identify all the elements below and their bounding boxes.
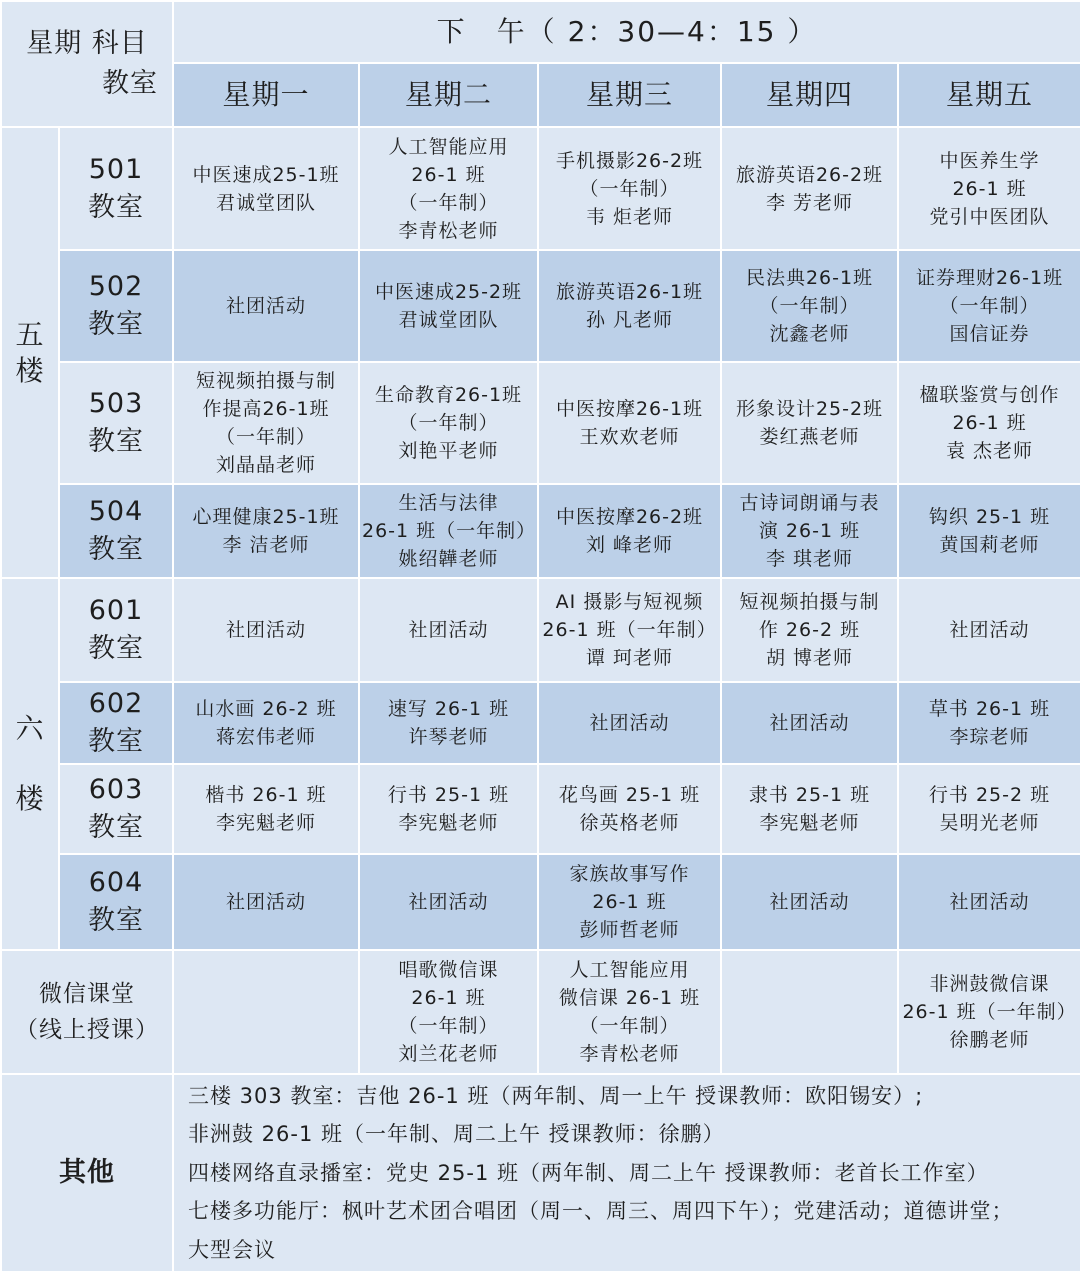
room-word: 教室 — [88, 309, 144, 340]
cell-line: 社团活动 — [769, 712, 850, 734]
cell-line: 孙 凡老师 — [585, 309, 674, 331]
cell-line: 徐鹏老师 — [949, 1029, 1030, 1051]
cell-line: 中医养生学 — [939, 149, 1040, 172]
room-number: 503 — [88, 388, 144, 419]
cell-line: 形象设计25-2班 — [735, 398, 884, 420]
cell-line: 古诗词朗诵与表 — [739, 492, 880, 514]
schedule-cell — [359, 250, 538, 362]
cell-line: 谭 珂老师 — [585, 647, 674, 669]
cell-line: 人工智能应用 — [569, 959, 690, 981]
cell-line: （一年制） — [939, 295, 1040, 317]
cell-line: 娄红燕老师 — [759, 426, 860, 448]
room-label — [59, 127, 173, 250]
other-row — [1, 1074, 1080, 1272]
cell-line: （一年制） — [759, 295, 860, 317]
schedule-cell — [538, 682, 721, 764]
schedule-cell — [359, 127, 538, 250]
schedule-cell — [898, 127, 1080, 250]
cell-line: 楼 — [15, 353, 45, 387]
cell-line: 刘艳平老师 — [398, 440, 499, 462]
cell-line: 家族故事写作 — [569, 863, 690, 885]
day-header-1: 星期一 — [173, 63, 359, 127]
room-number: 604 — [88, 867, 144, 898]
cell-line: 行书 25-1 班 — [387, 784, 510, 806]
corner-header — [1, 1, 173, 127]
schedule-cell — [898, 484, 1080, 578]
cell-line: 社团活动 — [225, 891, 306, 913]
cell-line: 楷书 26-1 班 — [205, 784, 327, 806]
corner-header-line1: 星期 科目 — [26, 28, 148, 59]
cell-line: 短视频拍摄与制 — [195, 370, 336, 392]
schedule-cell — [359, 578, 538, 682]
corner-header-line2: 教室 — [102, 68, 158, 99]
other-note-line: 七楼多功能厅：枫叶艺术团合唱团（周一、周三、周四下午）；党建活动；道德讲堂； — [188, 1199, 1014, 1224]
cell-line: 君诚堂团队 — [215, 191, 316, 214]
room-number: 603 — [88, 774, 144, 805]
schedule-cell — [538, 127, 721, 250]
cell-line: 胡 博老师 — [765, 647, 854, 669]
cell-line: 许琴老师 — [408, 726, 489, 748]
cell-line: 李青松老师 — [398, 219, 499, 242]
cell-line: 刘晶晶老师 — [215, 454, 316, 476]
cell-line: 隶书 25-1 班 — [748, 784, 871, 806]
room-label — [59, 250, 173, 362]
room-label — [59, 362, 173, 484]
other-notes — [173, 1074, 1080, 1272]
schedule-cell — [721, 854, 898, 950]
room-word: 教室 — [88, 534, 144, 565]
cell-line: 非洲鼓微信课 — [929, 973, 1050, 995]
cell-line: 楼 — [15, 782, 45, 815]
cell-line: 中医按摩26-2班 — [555, 506, 704, 528]
cell-line: 草书 26-1 班 — [928, 698, 1051, 720]
cell-line: 社团活动 — [949, 891, 1030, 913]
schedule-cell — [721, 127, 898, 250]
schedule-cell — [721, 362, 898, 484]
cell-line: 行书 25-2 班 — [928, 784, 1051, 806]
wechat-cell — [173, 950, 359, 1074]
cell-line: 花鸟画 25-1 班 — [558, 784, 701, 806]
room-word: 教室 — [88, 726, 144, 757]
cell-line: 26-1 班 — [411, 163, 486, 186]
schedule-cell — [898, 764, 1080, 854]
cell-line: 26-1 班 — [952, 177, 1027, 200]
room-number: 501 — [88, 153, 144, 185]
schedule-cell — [173, 682, 359, 764]
cell-line: 刘兰花老师 — [398, 1043, 499, 1065]
cell-line: 演 26-1 班 — [758, 520, 861, 542]
cell-line: 吴明光老师 — [939, 812, 1040, 834]
cell-line: 证券理财26-1班 — [915, 267, 1064, 289]
cell-line: 黄国莉老师 — [939, 534, 1040, 556]
room-number: 601 — [88, 595, 144, 626]
cell-line: 徐英格老师 — [579, 812, 680, 834]
cell-line: 微信课堂 — [39, 981, 135, 1007]
cell-line: 26-1 班 — [411, 987, 486, 1009]
cell-line: 六 — [15, 712, 45, 745]
table-row — [1, 764, 1080, 854]
table-row — [1, 854, 1080, 950]
cell-line: 君诚堂团队 — [398, 309, 499, 331]
cell-line: （一年制） — [398, 412, 499, 434]
schedule-cell — [359, 764, 538, 854]
table-row — [1, 578, 1080, 682]
time-title: 下 午（ 2：30—4：15 ） — [173, 1, 1080, 63]
cell-line: 社团活动 — [225, 619, 306, 641]
schedule-cell — [898, 250, 1080, 362]
cell-line: 民法典26-1班 — [745, 267, 874, 289]
room-word: 教室 — [88, 191, 144, 223]
schedule-cell — [721, 682, 898, 764]
cell-line: 刘 峰老师 — [585, 534, 674, 556]
cell-line: 作提高26-1班 — [202, 398, 330, 420]
table-row — [1, 682, 1080, 764]
room-label — [59, 578, 173, 682]
cell-line: 社团活动 — [769, 891, 850, 913]
cell-line: 中医按摩26-1班 — [555, 398, 704, 420]
cell-line: 韦 炬老师 — [585, 205, 674, 228]
cell-line: 楹联鉴赏与创作 — [919, 384, 1060, 406]
cell-line: 彭师哲老师 — [579, 919, 680, 941]
schedule-cell — [538, 854, 721, 950]
wechat-row — [1, 950, 1080, 1074]
other-note-line: 四楼网络直录播室：党史 25-1 班（两年制、周二上午 授课教师：老首长工作室） — [188, 1160, 989, 1185]
schedule-cell — [538, 484, 721, 578]
cell-line: 国信证券 — [949, 323, 1030, 345]
schedule-cell — [721, 250, 898, 362]
room-number: 602 — [88, 688, 144, 719]
cell-line: 李 洁老师 — [222, 534, 310, 556]
room-number: 504 — [88, 496, 144, 527]
cell-line: 生活与法律 — [398, 492, 499, 514]
cell-line: 手机摄影26-2班 — [555, 149, 704, 172]
cell-line: 姚绍韡老师 — [398, 548, 499, 570]
wechat-cell — [538, 950, 721, 1074]
cell-line: 旅游英语26-1班 — [555, 281, 704, 303]
schedule-cell — [173, 764, 359, 854]
wechat-cell — [359, 950, 538, 1074]
room-label — [59, 764, 173, 854]
cell-line: 袁 杰老师 — [946, 440, 1034, 462]
cell-line: （一年制） — [398, 1015, 499, 1037]
cell-line: 沈鑫老师 — [769, 323, 850, 345]
schedule-cell — [538, 362, 721, 484]
cell-line: 李 芳老师 — [765, 191, 854, 214]
cell-line: 蒋宏伟老师 — [215, 726, 316, 748]
room-label — [59, 682, 173, 764]
room-word: 教室 — [88, 812, 144, 843]
cell-line: 山水画 26-2 班 — [195, 698, 337, 720]
wechat-cell — [721, 950, 898, 1074]
cell-line: 社团活动 — [225, 295, 306, 317]
cell-line: 李 琪老师 — [765, 548, 854, 570]
room-label — [59, 484, 173, 578]
schedule-cell — [898, 578, 1080, 682]
cell-line: 李宪魁老师 — [759, 812, 860, 834]
schedule-cell — [721, 764, 898, 854]
cell-line: 五 — [15, 317, 45, 351]
room-number: 502 — [88, 271, 144, 302]
schedule-cell — [173, 484, 359, 578]
table-row — [1, 250, 1080, 362]
schedule-cell — [538, 250, 721, 362]
wechat-cell — [898, 950, 1080, 1074]
other-note-line: 非洲鼓 26-1 班（一年制、周二上午 授课教师：徐鹏） — [188, 1122, 725, 1147]
schedule-cell — [898, 362, 1080, 484]
cell-line: （一年制） — [398, 191, 499, 214]
other-note-line: 大型会议 — [188, 1237, 276, 1262]
schedule-cell — [359, 854, 538, 950]
cell-line: 社团活动 — [408, 891, 489, 913]
day-header-2: 星期二 — [359, 63, 538, 127]
room-label — [59, 854, 173, 950]
schedule-cell — [173, 578, 359, 682]
cell-line: 作 26-2 班 — [758, 619, 861, 641]
cell-line: 中医速成25-1班 — [192, 163, 340, 186]
room-word: 教室 — [88, 426, 144, 457]
schedule-cell — [359, 682, 538, 764]
cell-line: 李宪魁老师 — [398, 812, 499, 834]
room-word: 教室 — [88, 633, 144, 664]
cell-line: 党引中医团队 — [929, 205, 1050, 228]
cell-line: 钩织 25-1 班 — [928, 506, 1051, 528]
schedule-cell — [173, 854, 359, 950]
schedule-cell — [173, 127, 359, 250]
schedule-cell — [359, 362, 538, 484]
cell-line: 短视频拍摄与制 — [739, 591, 880, 613]
day-header-5: 星期五 — [898, 63, 1080, 127]
cell-line: 社团活动 — [408, 619, 489, 641]
cell-line: 微信课 26-1 班 — [558, 987, 701, 1009]
day-header-4: 星期四 — [721, 63, 898, 127]
schedule-cell — [721, 578, 898, 682]
cell-line: 人工智能应用 — [388, 135, 509, 158]
cell-line: 李青松老师 — [579, 1043, 680, 1065]
cell-line: （线上授课） — [15, 1017, 159, 1043]
other-note-line: 三楼 303 教室：吉他 26-1 班（两年制、周一上午 授课教师：欧阳锡安）; — [188, 1083, 924, 1108]
schedule-cell — [721, 484, 898, 578]
day-header-3: 星期三 — [538, 63, 721, 127]
table-row — [1, 484, 1080, 578]
cell-line: 26-1 班 — [592, 891, 667, 913]
cell-line: 李宪魁老师 — [215, 812, 316, 834]
table-row — [1, 127, 1080, 250]
schedule-cell — [538, 764, 721, 854]
cell-line: 26-1 班（一年制） — [902, 1001, 1077, 1023]
cell-line: 社团活动 — [949, 619, 1030, 641]
cell-line: 速写 26-1 班 — [387, 698, 510, 720]
table-row — [1, 362, 1080, 484]
cell-line: 中医速成25-2班 — [374, 281, 523, 303]
other-label: 其他 — [1, 1074, 173, 1272]
floor-label-five — [1, 127, 59, 578]
cell-line: 26-1 班 — [952, 412, 1027, 434]
cell-line: 唱歌微信课 — [398, 959, 499, 981]
cell-line: 李琮老师 — [949, 726, 1030, 748]
schedule-cell — [898, 854, 1080, 950]
cell-line: （一年制） — [579, 177, 680, 200]
schedule-cell — [538, 578, 721, 682]
cell-line: 旅游英语26-2班 — [735, 163, 884, 186]
cell-line: 26-1 班（一年制） — [362, 520, 537, 542]
schedule-cell — [173, 362, 359, 484]
cell-line: （一年制） — [215, 426, 316, 448]
schedule-cell — [173, 250, 359, 362]
room-word: 教室 — [88, 905, 144, 936]
cell-line: 生命教育26-1班 — [374, 384, 523, 406]
cell-line: 社团活动 — [589, 712, 670, 734]
wechat-label — [1, 950, 173, 1074]
cell-line: 心理健康25-1班 — [192, 506, 340, 528]
floor-label-six — [1, 578, 59, 950]
cell-line: AI 摄影与短视频 — [555, 591, 704, 613]
cell-line: 王欢欢老师 — [579, 426, 680, 448]
schedule-cell — [898, 682, 1080, 764]
cell-line: 26-1 班（一年制） — [542, 619, 717, 641]
schedule-cell — [359, 484, 538, 578]
cell-line: （一年制） — [579, 1015, 680, 1037]
